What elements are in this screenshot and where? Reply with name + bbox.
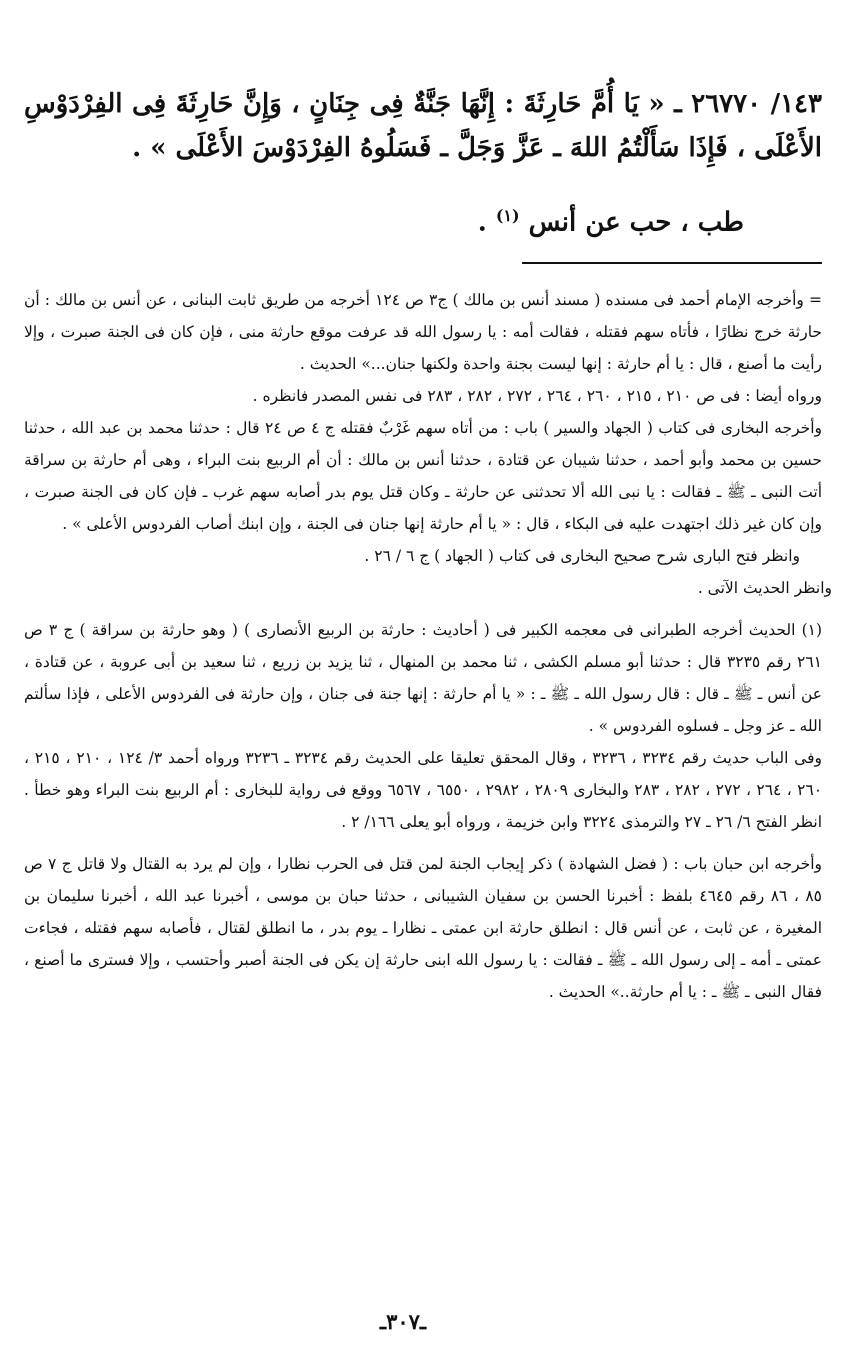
footnote-paragraph: ورواه أيضا : فى ص ٢١٠ ، ٢١٥ ، ٢٦٠ ، ٢٦٤ ، ٢٧٢ ، ٢٨٢ ، ٢٨٣ فى نفس المصدر فانظره . (252, 387, 822, 405)
footnote-paragraph: وفى الباب حديث رقم ٣٢٣٤ ، ٣٢٣٦ ، وقال المحقق تعليقا على الحديث رقم ٣٢٣٤ ـ ٣٢٣٦ ورواه أحمد ٣/ ١٢٤ ، ٢١٠ ، ٢١٥ ، ٢٦٠ ، ٢٦٤ ، ٢٧٢ ، ٢٨٢ ، ٢٨٣ والبخارى ٢٨٠٩ ، ٢٩٨٢ ، ٦٥٥٠ ، ٦٥٦٧ ووقع فى رواية للبخارى : أم الربيع بنت البراء وهو خطأ . انظر الفتح ٦/ ٢٦ ـ ٢٧ والترمذى ٣٢٢٤ وابن خزيمة ، ورواه أبو يعلى ١٦٦/ ٢ . (24, 749, 823, 831)
page-number: ـ٣٠٧ـ (379, 1309, 427, 1334)
footnotes (24, 284, 832, 1008)
footnote-marker: (١) (495, 206, 520, 225)
footnote-paragraph: = وأخرجه الإمام أحمد فى مسنده ( مسند أنس بن مالك ) ج٣ ص ١٢٤ أخرجه من طريق ثابت البنانى ، عن أنس بن مالك : أن حارثة خرج نظارًا ، فأتاه سهم فقتله ، فقالت أمه : يا رسول الله قد عرفت موقع حارثة منى ، فإن كان فى الجنة صبرت ، وإلا رأيت ما أصنع ، قال : يا أم حارثة : إنها ليست بجنة واحدة ولكنها جنان...» الحديث . (24, 291, 822, 373)
footnote-paragraph: وأخرجه ابن حبان باب : ( فضل الشهادة ) ذكر إيجاب الجنة لمن قتل فى الحرب نظارا ، وإن لم يرد به القتال ولا قاتل ج ٧ ص ٨٥ ، ٨٦ رقم ٤٦٤٥ بلفظ : أخبرنا الحسن بن سفيان الشيبانى ، حدثنا حبان بن موسى ، أخبرنا عبد الله ، أخبرنا سليمان بن المغيرة ، عن ثابت ، عن أنس قال : انطلق حارثة ابن عمتى ـ نظارا ـ يوم بدر ، ما انطلق لقتال ، فأصابه سهم فقتله ، فجاءت عمتى ـ أمه ـ إلى رسول الله ـ ﷺ ـ فقالت : يا رسول الله ابنى حارثة إن يكن فى الجنة أصبر وأحتسب ، وإلا فسترى ما أصنع ، فقال النبى ـ ﷺ ـ : يا أم حارثة..» الحديث . (24, 855, 822, 1001)
document-page (24, 0, 832, 1360)
footnote-paragraph: وانظر الحديث الآتى . (697, 579, 832, 597)
footnote-paragraph: وأخرجه البخارى فى كتاب ( الجهاد والسير ) باب : من أتاه سهم غَرْبٌ فقتله ج ٤ ص ٢٤ قال : حدثنا محمد بن عبد الله ، حدثنا حسين بن محمد وأبو أحمد ، حدثنا شيبان عن قتادة ، حدثنا أنس بن مالك : أن أم الربيع بنت البراء ، وهى أم حارثة بن سراقة أتت النبى ـ ﷺ ـ فقالت : يا نبى الله ألا تحدثنى عن حارثة ـ وكان قتل يوم بدر أصابه سهم غرب ـ فإن كان فى الجنة صبرت ، وإن كان غير ذلك اجتهدت عليه فى البكاء ، قال : « يا أم حارثة إنها جنان فى الجنة ، وإن ابنك أصاب الفردوس الأعلى » . (24, 419, 823, 533)
hadith-source: طب ، حب عن أنس $^{(١)}$ . (477, 206, 744, 238)
hadith-body: ١٤٣/ ٢٦٧٧٠ ـ « يَا أُمَّ حَارِثَةَ : إِنَّهَا جَنَّةٌ فِى جِنَانٍ ، وَإِنَّ حَارِثَةَ فِى الفِرْدَوْسِ الأَعْلَى ، فَإِذَا سَأَلْتُمُ اللهَ ـ عَزَّ وَجَلَّ ـ فَسَلُوهُ الفِرْدَوْسَ الأَعْلَى » . (24, 89, 822, 163)
footnote-paragraph: (١) الحديث أخرجه الطبرانى فى معجمه الكبير فى ( أحاديث : حارثة بن الربيع الأنصارى ) ( وهو حارثة بن سراقة ) ج ٣ ص ٢٦١ رقم ٣٢٣٥ قال : حدثنا أبو مسلم الكشى ، ثنا محمد بن المنهال ، ثنا يزيد بن زريع ، ثنا سعيد بن أبى عروبة ، عن قتادة ، عن أنس ـ ﷺ ـ قال : قال رسول الله ـ ﷺ ـ : « يا أم حارثة : إنها جنة فى جنان ، وإن حارثة فى الفردوس الأعلى ، فإذا سألتم الله ـ عز وجل ـ فسلوه الفردوس » . (24, 621, 823, 735)
footnote-separator (522, 262, 822, 264)
hadith-text (24, 82, 822, 170)
hadith-source-text: طب ، حب عن أنس (528, 207, 744, 238)
footnote-paragraph: وانظر فتح البارى شرح صحيح البخارى فى كتاب ( الجهاد ) ج ٦ / ٢٦ . (364, 547, 800, 565)
